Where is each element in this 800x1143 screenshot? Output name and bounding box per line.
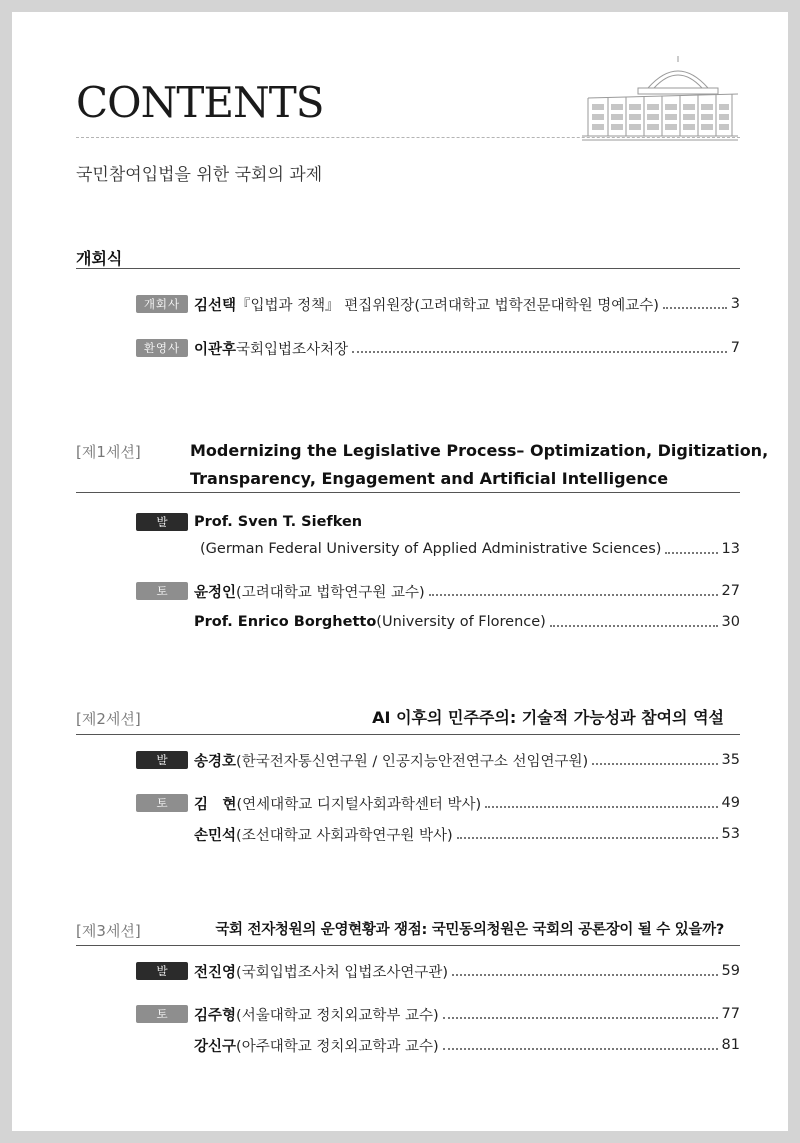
speaker-affiliation: (University of Florence) — [376, 614, 546, 630]
speaker-name: 윤정인 — [194, 584, 237, 601]
speaker-name: Prof. Enrico Borghetto — [194, 614, 377, 630]
dot-leader — [443, 1048, 718, 1050]
page-title: CONTENTS — [76, 78, 324, 127]
session1-label: [제1세션] — [76, 443, 141, 461]
toc-entry-session1-presenter-affiliation[interactable] — [200, 537, 740, 561]
speaker-name: 김선택 — [194, 297, 237, 314]
speaker-name: 강신구 — [194, 1038, 237, 1055]
speaker-affiliation: (한국전자통신연구원 / 인공지능안전연구소 선임연구원) — [236, 753, 589, 770]
speaker-name: 김 현 — [194, 796, 237, 813]
speaker-affiliation: (연세대학교 디지털사회과학센터 박사) — [236, 796, 482, 813]
session3-title: 국회 전자청원의 운영현황과 쟁점: 국민동의청원은 국회의 공론장이 될 수 있을까? — [215, 922, 724, 938]
speaker-name: 손민석 — [194, 827, 237, 844]
toc-entry-session2-discussant-1[interactable] — [136, 791, 740, 828]
toc-entry-session1-discussant-2[interactable] — [136, 610, 740, 634]
opening-divider — [76, 268, 740, 269]
toc-entry-session1-discussant-1[interactable] — [136, 579, 740, 616]
speaker-affiliation: (아주대학교 정치외교학과 교수) — [236, 1038, 439, 1055]
speaker-name: 김주형 — [194, 1007, 237, 1024]
speaker-affiliation: 『입법과 정책』 편집위원장(고려대학교 법학전문대학원 명예교수) — [236, 297, 659, 314]
page-number: 59 — [721, 963, 740, 979]
session2-title: AI 이후의 민주주의: 기술적 가능성과 참여의 역설 — [372, 708, 724, 727]
document-page — [12, 12, 788, 1131]
toc-entry-session2-discussant-2[interactable] — [136, 822, 740, 846]
toc-entry-welcome-address[interactable] — [136, 336, 740, 360]
speaker-affiliation: (서울대학교 정치외교학부 교수) — [236, 1007, 439, 1024]
national-assembly-building-illustration — [578, 48, 738, 142]
speaker-affiliation: (German Federal University of Applied Administrative Sciences) — [200, 541, 662, 557]
role-badge: 발제 — [136, 513, 188, 531]
session1-title-line1: Modernizing the Legislative Process– Optimization, Digitization, — [190, 441, 769, 460]
page-number: 13 — [721, 541, 740, 557]
page-number: 81 — [721, 1037, 740, 1053]
toc-entry-session3-discussant-1[interactable] — [136, 1002, 740, 1039]
page-number: 77 — [721, 1006, 740, 1022]
toc-entry-session1-presenter[interactable] — [136, 510, 740, 547]
speaker-name: 이관후 — [194, 341, 237, 358]
dot-leader — [550, 625, 718, 627]
toc-entry-opening-address[interactable] — [136, 292, 740, 316]
page-number: 53 — [721, 826, 740, 842]
speaker-name: Prof. Sven T. Siefken — [194, 514, 363, 530]
dot-leader — [429, 594, 718, 596]
dot-leader — [665, 552, 717, 554]
dot-leader — [592, 763, 717, 765]
speaker-affiliation: (조선대학교 사회과학연구원 박사) — [236, 827, 453, 844]
dot-leader — [485, 806, 717, 808]
page-number: 30 — [721, 614, 740, 630]
speaker-affiliation: (고려대학교 법학연구원 교수) — [236, 584, 425, 601]
dot-leader — [443, 1017, 718, 1019]
role-badge: 개회사 — [136, 295, 188, 313]
page-number: 49 — [721, 795, 740, 811]
role-badge: 토론 — [136, 1005, 188, 1023]
dot-leader — [452, 974, 717, 976]
session1-divider — [76, 492, 740, 493]
session3-divider — [76, 945, 740, 946]
page-subtitle: 국민참여입법을 위한 국회의 과제 — [76, 165, 323, 185]
session2-label: [제2세션] — [76, 710, 141, 728]
page-number: 7 — [730, 340, 740, 356]
toc-entry-session2-presenter[interactable] — [136, 748, 740, 785]
page-number: 35 — [721, 752, 740, 768]
session2-divider — [76, 734, 740, 735]
role-badge: 토론 — [136, 794, 188, 812]
dot-leader — [457, 837, 718, 839]
opening-heading: 개회식 — [76, 249, 123, 268]
toc-entry-session3-presenter[interactable] — [136, 959, 740, 996]
role-badge: 발제 — [136, 751, 188, 769]
dot-leader — [663, 307, 727, 309]
page-number: 3 — [730, 296, 740, 312]
page-number: 27 — [721, 583, 740, 599]
toc-entry-session3-discussant-2[interactable] — [136, 1033, 740, 1057]
dot-leader — [352, 351, 727, 353]
speaker-affiliation: 국회입법조사처장 — [236, 341, 349, 358]
session1-title-line2: Transparency, Engagement and Artificial Intelligence — [190, 469, 669, 488]
role-badge: 발제 — [136, 962, 188, 980]
header-divider — [76, 137, 740, 138]
speaker-affiliation: (국회입법조사처 입법조사연구관) — [236, 964, 449, 981]
speaker-name: 송경호 — [194, 753, 237, 770]
speaker-name: 전진영 — [194, 964, 237, 981]
role-badge: 토론 — [136, 582, 188, 600]
session3-label: [제3세션] — [76, 922, 141, 940]
role-badge: 환영사 — [136, 339, 188, 357]
